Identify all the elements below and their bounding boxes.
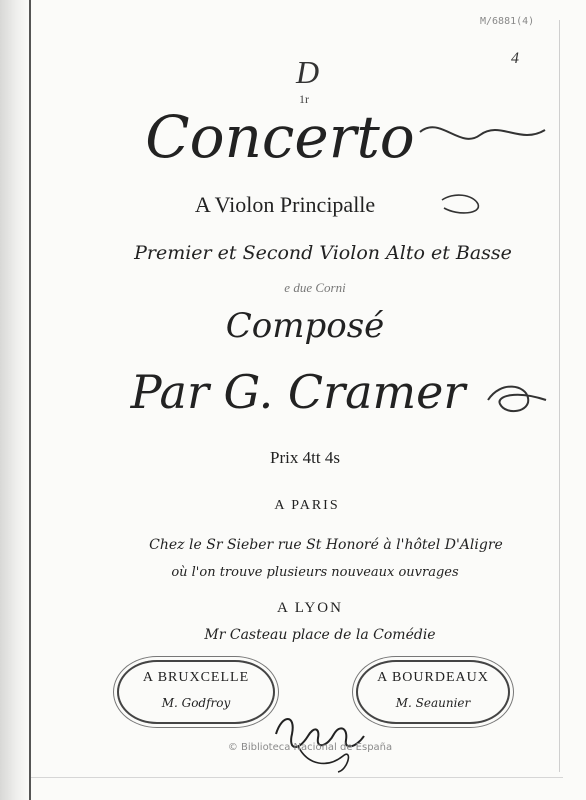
price: Prix 4tt 4s <box>270 448 340 467</box>
cartouche-bordeaux-city: A BOURDEAUX <box>377 670 489 685</box>
pencil-annotation: e due Corni <box>284 280 346 295</box>
publisher-address: Chez le Sr Sieber rue St Honoré à l'hôtel D'Aligre <box>149 537 503 553</box>
library-watermark: © Biblioteca Nacional de España <box>227 742 393 753</box>
publisher-note: où l'on trouve plusieurs nouveaux ouvrages <box>171 565 459 580</box>
letter-mark: D <box>296 54 320 90</box>
page-edge-right <box>559 20 560 772</box>
cartouche-bordeaux <box>356 660 510 724</box>
composer-name: Par G. Cramer <box>130 365 466 419</box>
compose-label: Composé <box>225 306 385 346</box>
lyon-city: A LYON <box>277 600 343 616</box>
sieber-signature-icon <box>268 706 378 776</box>
shelfmark: M/6881(4) <box>480 16 535 27</box>
subtitle-flourish-icon <box>438 192 488 218</box>
cartouche-bruxelles <box>117 660 275 724</box>
cartouche-bruxelles-merchant: M. Godfroy <box>161 696 231 710</box>
cartouche-bruxelles-city: A BRUXCELLE <box>142 670 250 685</box>
binding-spine <box>0 0 30 800</box>
cartouche-bordeaux-merchant: M. Seaunier <box>395 696 471 710</box>
publisher-city: A PARIS <box>274 498 340 513</box>
composer-flourish-icon <box>486 380 556 420</box>
subtitle-instruments: Premier et Second Violon Alto et Basse <box>134 242 512 264</box>
lyon-merchant: Mr Casteau place de la Comédie <box>204 627 436 643</box>
small-mark: 1r <box>299 92 309 106</box>
page-number: 4 <box>511 50 519 67</box>
subtitle-violon-principalle: A Violon Principalle <box>194 192 376 217</box>
title-concerto: Concerto <box>145 103 415 171</box>
page-edge-bottom <box>31 777 563 778</box>
binding-fold-line <box>29 0 31 800</box>
title-flourish-icon <box>420 110 550 160</box>
